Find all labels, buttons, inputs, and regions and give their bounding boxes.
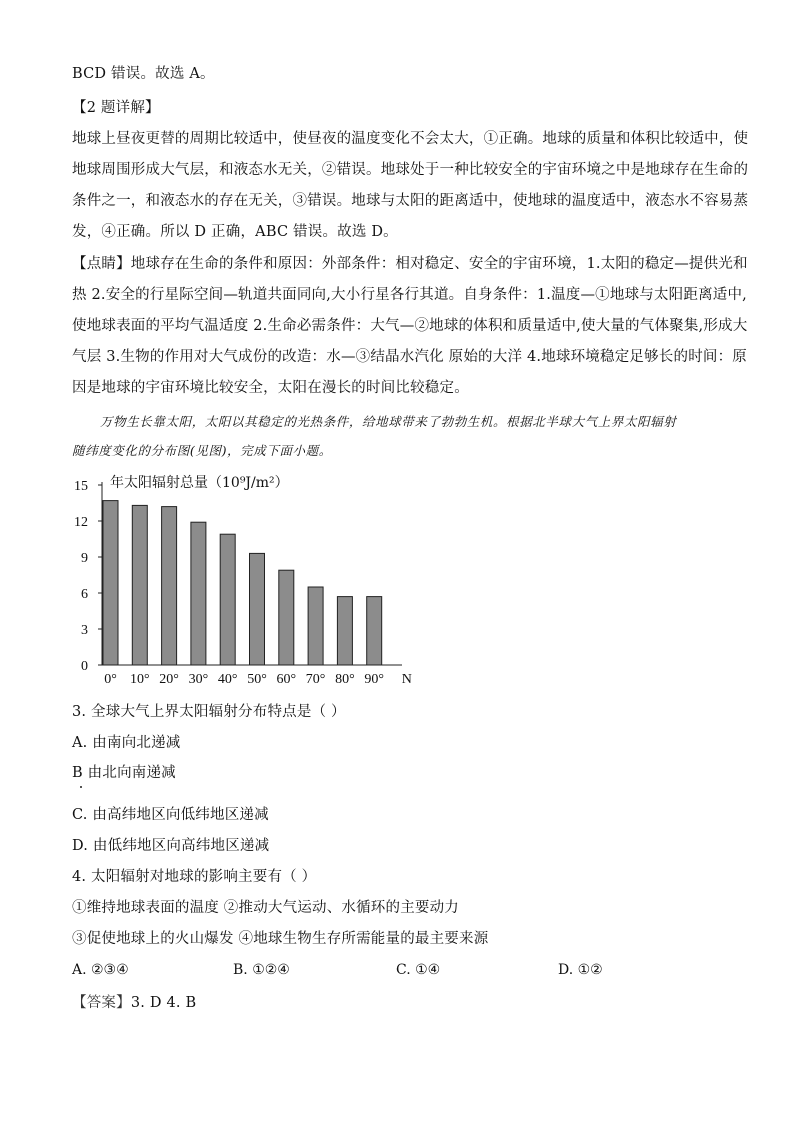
- bar-6: [279, 570, 294, 665]
- x-axis-unit: N: [401, 672, 412, 687]
- chart-title: 年太阳辐射总量（10⁹J/m²）: [110, 475, 289, 491]
- bar-7: [308, 587, 323, 665]
- q3-option-d: D. 由低纬地区向高纬地区递减: [72, 838, 270, 854]
- answer-label: 【答案】: [72, 995, 131, 1011]
- q4-option-c: C. ①④: [396, 962, 441, 978]
- x-tick-label: 10°: [129, 672, 150, 687]
- q4-option-b: B. ①②④: [233, 962, 290, 978]
- q2-heading: 【2 题详解】: [72, 100, 160, 116]
- bar-8: [337, 597, 352, 665]
- bar-9: [367, 597, 382, 665]
- q2-line-3: 条件之一，和液态水的存在无关，③错误。地球与太阳的距离适中，使地球的温度适中，液态水不容易蒸: [72, 193, 749, 209]
- answer-line: [72, 993, 196, 1013]
- q3-stem: 3. 全球大气上界太阳辐射分布特点是（ ）: [72, 704, 346, 720]
- x-tick-label: 80°: [335, 672, 355, 687]
- q3-option-c: C. 由高纬地区向低纬地区递减: [72, 807, 269, 823]
- tip-line-4: 气层 3.生物的作用对大气成份的改造：水—③结晶水汽化 原始的大洋 4.地球环境稳定足够长的时间：原: [72, 349, 747, 365]
- q2-line-1: 地球上昼夜更替的周期比较适中，使昼夜的温度变化不会太大，①正确。地球的质量和体积比较适中，使: [72, 131, 749, 147]
- answer-text: 3. D 4. B: [130, 995, 197, 1011]
- y-tick-label: 15: [74, 479, 88, 494]
- q4-item-2: ③促使地球上的火山爆发 ④地球生物生存所需能量的最主要来源: [72, 931, 489, 947]
- q1-conclusion: BCD 错误。故选 A。: [72, 66, 215, 82]
- q2-line-4: 发，④正确。所以 D 正确，ABC 错误。故选 D。: [72, 224, 398, 240]
- bar-3: [191, 522, 206, 665]
- x-tick-label: 90°: [364, 672, 385, 687]
- solar-radiation-bar-chart: [66, 470, 426, 692]
- x-tick-label: 20°: [159, 672, 179, 687]
- q4-stem: 4. 太阳辐射对地球的影响主要有（ ）: [72, 869, 317, 885]
- q4-option-d: D. ①②: [558, 962, 603, 978]
- q3-option-b: B 由北向南递减: [72, 765, 176, 781]
- q2-line-2: 地球周围形成大气层，和液态水无关，②错误。地球处于一种比较安全的宇宙环境之中是地球存在生命的: [72, 162, 749, 178]
- bar-1: [132, 505, 147, 665]
- bar-4: [220, 534, 235, 665]
- x-tick-label: 70°: [305, 672, 326, 687]
- x-tick-label: 0°: [104, 672, 117, 687]
- intro-line-1: 万物生长靠太阳，太阳以其稳定的光热条件，给地球带来了勃勃生机。根据北半球大气上界太阳辐射: [100, 414, 677, 429]
- x-tick-label: 40°: [217, 672, 238, 687]
- intro-line-2: 随纬度变化的分布图(见图)，完成下面小题。: [72, 443, 332, 458]
- bar-5: [250, 553, 265, 665]
- bar-2: [162, 507, 177, 665]
- q3-option-a: A. 由南向北递减: [72, 735, 181, 751]
- y-tick-label: 3: [81, 623, 88, 638]
- tip-line-1: 【点睛】地球存在生命的条件和原因：外部条件：相对稳定、安全的宇宙环境，1.太阳的稳定—提供光和: [72, 256, 748, 272]
- bar-0: [103, 501, 118, 665]
- q4-option-a: A. ②③④: [72, 962, 129, 978]
- x-tick-label: 60°: [276, 672, 297, 687]
- y-tick-label: 0: [81, 659, 88, 674]
- x-tick-label: 30°: [188, 672, 209, 687]
- tip-line-2: 热 2.安全的行星际空间—轨道共面同向,大小行星各行其道。自身条件：1.温度—①地球与太阳距离适中,: [72, 287, 747, 303]
- y-tick-label: 12: [74, 515, 88, 530]
- y-tick-label: 6: [81, 587, 88, 602]
- tip-line-5: 因是地球的宇宙环境比较安全，太阳在漫长的时间比较稳定。: [72, 380, 469, 396]
- stray-dot: [80, 786, 82, 788]
- x-tick-label: 50°: [247, 672, 267, 687]
- q4-item-1: ①维持地球表面的温度 ②推动大气运动、水循环的主要动力: [72, 900, 460, 916]
- tip-line-3: 使地球表面的平均气温适度 2.生命必需条件：大气—②地球的体积和质量适中,使大量的气体聚集,形成大: [72, 318, 748, 334]
- y-tick-label: 9: [81, 551, 88, 566]
